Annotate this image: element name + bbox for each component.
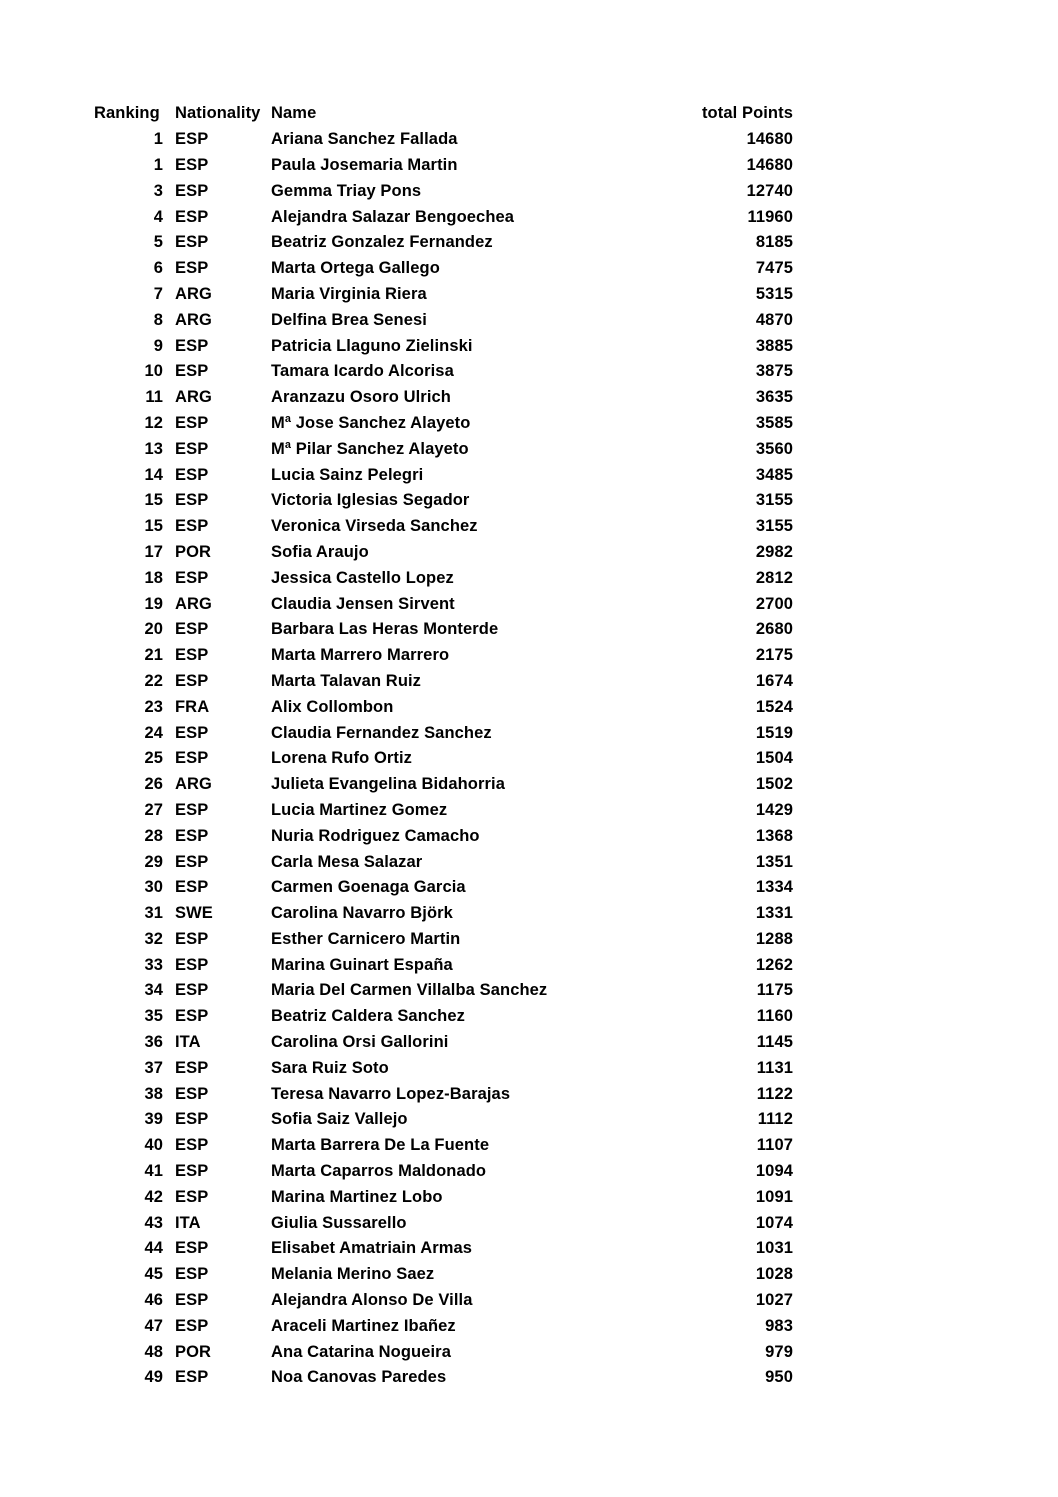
row-player-name: Lorena Rufo Ortiz — [271, 749, 413, 768]
row-rank: 39 — [144, 1110, 163, 1129]
table-row — [94, 720, 793, 746]
row-points: 1331 — [755, 904, 793, 923]
table-row — [94, 333, 793, 359]
table-row — [94, 849, 793, 875]
table-row — [94, 1313, 793, 1339]
table-row — [94, 901, 793, 927]
row-points: 14680 — [746, 130, 793, 149]
row-points: 3635 — [755, 388, 793, 407]
table-row — [94, 978, 793, 1004]
row-rank: 11 — [145, 388, 163, 407]
row-nationality: ESP — [175, 749, 209, 768]
row-nationality: ESP — [175, 826, 209, 845]
row-nationality: ESP — [175, 1162, 209, 1181]
table-row — [94, 230, 793, 256]
row-player-name: Julieta Evangelina Bidahorria — [271, 775, 505, 794]
row-nationality: ESP — [175, 491, 209, 510]
row-points: 1674 — [755, 671, 793, 690]
row-points: 1094 — [755, 1162, 793, 1181]
row-rank: 27 — [144, 800, 163, 819]
table-row — [94, 256, 793, 282]
table-row — [94, 307, 793, 333]
table-row — [94, 514, 793, 540]
row-player-name: Alejandra Salazar Bengoechea — [271, 207, 515, 226]
row-points: 1160 — [756, 1007, 793, 1026]
row-player-name: Carla Mesa Salazar — [271, 852, 423, 871]
row-player-name: Jessica Castello Lopez — [271, 568, 454, 587]
row-points: 2175 — [755, 646, 793, 665]
row-nationality: ESP — [175, 800, 209, 819]
table-row — [94, 643, 793, 669]
row-rank: 31 — [144, 904, 163, 923]
row-rank: 21 — [144, 646, 163, 665]
table-row — [94, 359, 793, 385]
table-row — [94, 1133, 793, 1159]
row-nationality: ESP — [175, 465, 209, 484]
row-rank: 47 — [144, 1316, 163, 1335]
table-row — [94, 1107, 793, 1133]
row-rank: 24 — [144, 723, 163, 742]
row-rank: 18 — [144, 568, 163, 587]
ranking-table-body — [94, 127, 793, 1391]
table-row — [94, 927, 793, 953]
row-rank: 45 — [144, 1265, 163, 1284]
row-player-name: Sofia Saiz Vallejo — [271, 1110, 408, 1129]
row-nationality: ESP — [175, 362, 209, 381]
table-row — [94, 1236, 793, 1262]
row-rank: 44 — [144, 1239, 163, 1258]
row-nationality: ESP — [175, 1316, 209, 1335]
row-rank: 34 — [144, 981, 163, 1000]
table-row — [94, 1159, 793, 1185]
table-row — [94, 178, 793, 204]
row-player-name: Beatriz Caldera Sanchez — [271, 1007, 465, 1026]
row-rank: 23 — [144, 697, 163, 716]
row-rank: 40 — [144, 1136, 163, 1155]
row-player-name: Beatriz Gonzalez Fernandez — [271, 233, 493, 252]
row-rank: 1 — [153, 130, 163, 149]
row-rank: 49 — [144, 1368, 163, 1387]
row-nationality: ESP — [175, 517, 209, 536]
row-nationality: SWE — [175, 904, 213, 923]
table-row — [94, 1030, 793, 1056]
row-nationality: ESP — [175, 1136, 209, 1155]
row-player-name: Sara Ruiz Soto — [271, 1058, 389, 1077]
row-player-name: Ariana Sanchez Fallada — [271, 130, 458, 149]
row-nationality: ITA — [175, 1033, 201, 1052]
row-points: 1074 — [755, 1213, 793, 1232]
row-rank: 20 — [144, 620, 163, 639]
row-player-name: Marina Guinart España — [271, 955, 453, 974]
row-points: 2700 — [755, 594, 793, 613]
table-row — [94, 462, 793, 488]
row-points: 1027 — [755, 1291, 793, 1310]
row-points: 3885 — [755, 336, 793, 355]
row-nationality: ESP — [175, 1265, 209, 1284]
row-player-name: Esther Carnicero Martin — [271, 929, 461, 948]
table-row — [94, 565, 793, 591]
row-nationality: ESP — [175, 336, 209, 355]
row-nationality: ESP — [175, 233, 209, 252]
row-nationality: ESP — [175, 155, 209, 174]
row-nationality: ESP — [175, 1084, 209, 1103]
row-points: 1131 — [756, 1058, 793, 1077]
row-rank: 5 — [153, 233, 163, 252]
row-player-name: Marta Barrera De La Fuente — [271, 1136, 490, 1155]
row-player-name: Araceli Martinez Ibañez — [271, 1316, 456, 1335]
row-rank: 32 — [144, 929, 163, 948]
row-rank: 4 — [153, 207, 163, 226]
row-points: 1288 — [755, 929, 793, 948]
row-nationality: ESP — [175, 413, 209, 432]
row-rank: 22 — [144, 671, 163, 690]
row-points: 11960 — [747, 207, 793, 226]
table-row — [94, 746, 793, 772]
row-rank: 33 — [144, 955, 163, 974]
row-points: 1028 — [755, 1265, 793, 1284]
table-row — [94, 282, 793, 308]
row-points: 1031 — [755, 1239, 793, 1258]
table-row — [94, 488, 793, 514]
row-points: 3155 — [755, 491, 793, 510]
row-player-name: Ana Catarina Nogueira — [271, 1342, 451, 1361]
row-rank: 38 — [144, 1084, 163, 1103]
row-player-name: Marta Talavan Ruiz — [271, 671, 422, 690]
row-points: 1107 — [756, 1136, 793, 1155]
table-row — [94, 669, 793, 695]
row-player-name: Tamara Icardo Alcorisa — [271, 362, 454, 381]
row-points: 12740 — [746, 181, 793, 200]
row-player-name: Sofia Araujo — [271, 542, 369, 561]
row-points: 1145 — [756, 1033, 793, 1052]
row-points: 3155 — [755, 517, 793, 536]
table-row — [94, 591, 793, 617]
table-header-row — [94, 101, 793, 127]
row-points: 979 — [765, 1342, 793, 1361]
row-player-name: Marta Ortega Gallego — [271, 259, 440, 278]
row-player-name: Barbara Las Heras Monterde — [271, 620, 499, 639]
row-rank: 30 — [144, 878, 163, 897]
table-row — [94, 1055, 793, 1081]
row-rank: 43 — [144, 1213, 163, 1232]
row-rank: 28 — [144, 826, 163, 845]
row-points: 2680 — [755, 620, 793, 639]
row-nationality: ESP — [175, 130, 209, 149]
table-row — [94, 411, 793, 437]
table-row — [94, 540, 793, 566]
row-nationality: ESP — [175, 723, 209, 742]
row-rank: 7 — [153, 284, 163, 303]
row-nationality: ESP — [175, 207, 209, 226]
table-row — [94, 1365, 793, 1391]
row-nationality: ESP — [175, 1187, 209, 1206]
table-row — [94, 772, 793, 798]
table-row — [94, 1081, 793, 1107]
row-rank: 17 — [144, 542, 163, 561]
row-rank: 1 — [153, 155, 163, 174]
row-points: 1504 — [755, 749, 793, 768]
row-points: 1091 — [755, 1187, 793, 1206]
row-rank: 37 — [144, 1058, 163, 1077]
row-nationality: ESP — [175, 1368, 209, 1387]
row-player-name: Carolina Orsi Gallorini — [271, 1033, 449, 1052]
table-row — [94, 798, 793, 824]
table-row — [94, 1210, 793, 1236]
row-player-name: Mª Pilar Sanchez Alayeto — [271, 439, 469, 458]
row-player-name: Marta Marrero Marrero — [271, 646, 450, 665]
row-rank: 19 — [144, 594, 163, 613]
row-player-name: Claudia Jensen Sirvent — [271, 594, 455, 613]
row-rank: 10 — [144, 362, 163, 381]
row-points: 3585 — [755, 413, 793, 432]
row-points: 1429 — [755, 800, 793, 819]
row-nationality: ESP — [175, 646, 209, 665]
row-points: 1334 — [755, 878, 793, 897]
row-rank: 13 — [144, 439, 163, 458]
row-player-name: Paula Josemaria Martin — [271, 155, 458, 174]
row-points: 7475 — [755, 259, 793, 278]
row-rank: 29 — [144, 852, 163, 871]
row-player-name: Alejandra Alonso De Villa — [271, 1291, 473, 1310]
row-player-name: Carmen Goenaga Garcia — [271, 878, 466, 897]
row-points: 1112 — [757, 1110, 793, 1129]
row-rank: 41 — [144, 1162, 163, 1181]
row-rank: 36 — [144, 1033, 163, 1052]
row-points: 950 — [765, 1368, 793, 1387]
table-row — [94, 1288, 793, 1314]
row-player-name: Elisabet Amatriain Armas — [271, 1239, 473, 1258]
row-rank: 12 — [144, 413, 163, 432]
table-row — [94, 127, 793, 153]
row-points: 1262 — [755, 955, 793, 974]
row-player-name: Melania Merino Saez — [271, 1265, 435, 1284]
row-points: 3875 — [755, 362, 793, 381]
row-nationality: ARG — [175, 775, 212, 794]
row-player-name: Giulia Sussarello — [271, 1213, 407, 1232]
row-player-name: Claudia Fernandez Sanchez — [271, 723, 492, 742]
row-nationality: ITA — [175, 1213, 201, 1232]
row-player-name: Delfina Brea Senesi — [271, 310, 427, 329]
row-player-name: Alix Collombon — [271, 697, 394, 716]
row-nationality: ESP — [175, 259, 209, 278]
row-player-name: Lucia Martinez Gomez — [271, 800, 448, 819]
row-nationality: ESP — [175, 955, 209, 974]
row-points: 3560 — [755, 439, 793, 458]
row-nationality: ARG — [175, 388, 212, 407]
row-rank: 35 — [144, 1007, 163, 1026]
row-nationality: ESP — [175, 981, 209, 1000]
row-points: 2812 — [755, 568, 793, 587]
row-nationality: ESP — [175, 1239, 209, 1258]
row-player-name: Aranzazu Osoro Ulrich — [271, 388, 451, 407]
header-ranking: Ranking — [94, 104, 160, 123]
table-row — [94, 875, 793, 901]
table-row — [94, 1004, 793, 1030]
row-nationality: ESP — [175, 852, 209, 871]
row-nationality: ESP — [175, 671, 209, 690]
row-points: 1368 — [755, 826, 793, 845]
row-nationality: ESP — [175, 439, 209, 458]
row-rank: 14 — [144, 465, 163, 484]
header-total-points: total Points — [701, 104, 793, 123]
row-player-name: Noa Canovas Paredes — [271, 1368, 447, 1387]
row-player-name: Gemma Triay Pons — [271, 181, 422, 200]
table-row — [94, 1262, 793, 1288]
row-rank: 15 — [144, 491, 163, 510]
row-nationality: ESP — [175, 620, 209, 639]
row-nationality: ESP — [175, 878, 209, 897]
row-player-name: Carolina Navarro Björk — [271, 904, 453, 923]
table-row — [94, 694, 793, 720]
row-rank: 42 — [144, 1187, 163, 1206]
table-row — [94, 385, 793, 411]
row-player-name: Nuria Rodriguez Camacho — [271, 826, 480, 845]
table-row — [94, 617, 793, 643]
row-nationality: ESP — [175, 568, 209, 587]
table-row — [94, 204, 793, 230]
row-points: 3485 — [755, 465, 793, 484]
row-points: 2982 — [755, 542, 793, 561]
row-points: 1122 — [756, 1084, 793, 1103]
row-player-name: Marta Caparros Maldonado — [271, 1162, 487, 1181]
row-player-name: Marina Martinez Lobo — [271, 1187, 443, 1206]
row-nationality: POR — [175, 1342, 212, 1361]
row-nationality: POR — [175, 542, 212, 561]
row-points: 5315 — [755, 284, 793, 303]
row-rank: 15 — [144, 517, 163, 536]
row-nationality: ESP — [175, 1291, 209, 1310]
row-nationality: ESP — [175, 1058, 209, 1077]
table-row — [94, 1339, 793, 1365]
row-points: 983 — [765, 1316, 793, 1335]
row-rank: 26 — [144, 775, 163, 794]
row-nationality: ARG — [175, 284, 212, 303]
row-points: 1524 — [755, 697, 793, 716]
ranking-sheet — [94, 101, 793, 1391]
row-player-name: Mª Jose Sanchez Alayeto — [271, 413, 471, 432]
row-points: 1175 — [756, 981, 793, 1000]
row-points: 1502 — [755, 775, 793, 794]
row-rank: 48 — [144, 1342, 163, 1361]
row-rank: 3 — [153, 181, 163, 200]
row-nationality: ARG — [175, 594, 212, 613]
row-nationality: ESP — [175, 1110, 209, 1129]
table-row — [94, 823, 793, 849]
row-player-name: Maria Virginia Riera — [271, 284, 427, 303]
row-player-name: Maria Del Carmen Villalba Sanchez — [271, 981, 548, 1000]
row-rank: 25 — [144, 749, 163, 768]
table-row — [94, 1184, 793, 1210]
row-nationality: ESP — [175, 929, 209, 948]
row-points: 14680 — [746, 155, 793, 174]
row-nationality: ARG — [175, 310, 212, 329]
table-row — [94, 153, 793, 179]
row-nationality: ESP — [175, 1007, 209, 1026]
row-points: 1519 — [755, 723, 793, 742]
row-rank: 8 — [153, 310, 163, 329]
row-points: 4870 — [755, 310, 793, 329]
row-player-name: Veronica Virseda Sanchez — [271, 517, 478, 536]
table-row — [94, 952, 793, 978]
row-player-name: Patricia Llaguno Zielinski — [271, 336, 473, 355]
row-rank: 6 — [153, 259, 163, 278]
row-points: 8185 — [755, 233, 793, 252]
row-player-name: Teresa Navarro Lopez-Barajas — [271, 1084, 511, 1103]
header-nationality: Nationality — [175, 104, 261, 123]
row-rank: 9 — [153, 336, 163, 355]
row-nationality: FRA — [175, 697, 210, 716]
row-player-name: Lucia Sainz Pelegri — [271, 465, 424, 484]
row-points: 1351 — [755, 852, 793, 871]
row-player-name: Victoria Iglesias Segador — [271, 491, 470, 510]
row-rank: 46 — [144, 1291, 163, 1310]
header-name: Name — [271, 104, 317, 123]
row-nationality: ESP — [175, 181, 209, 200]
table-row — [94, 436, 793, 462]
